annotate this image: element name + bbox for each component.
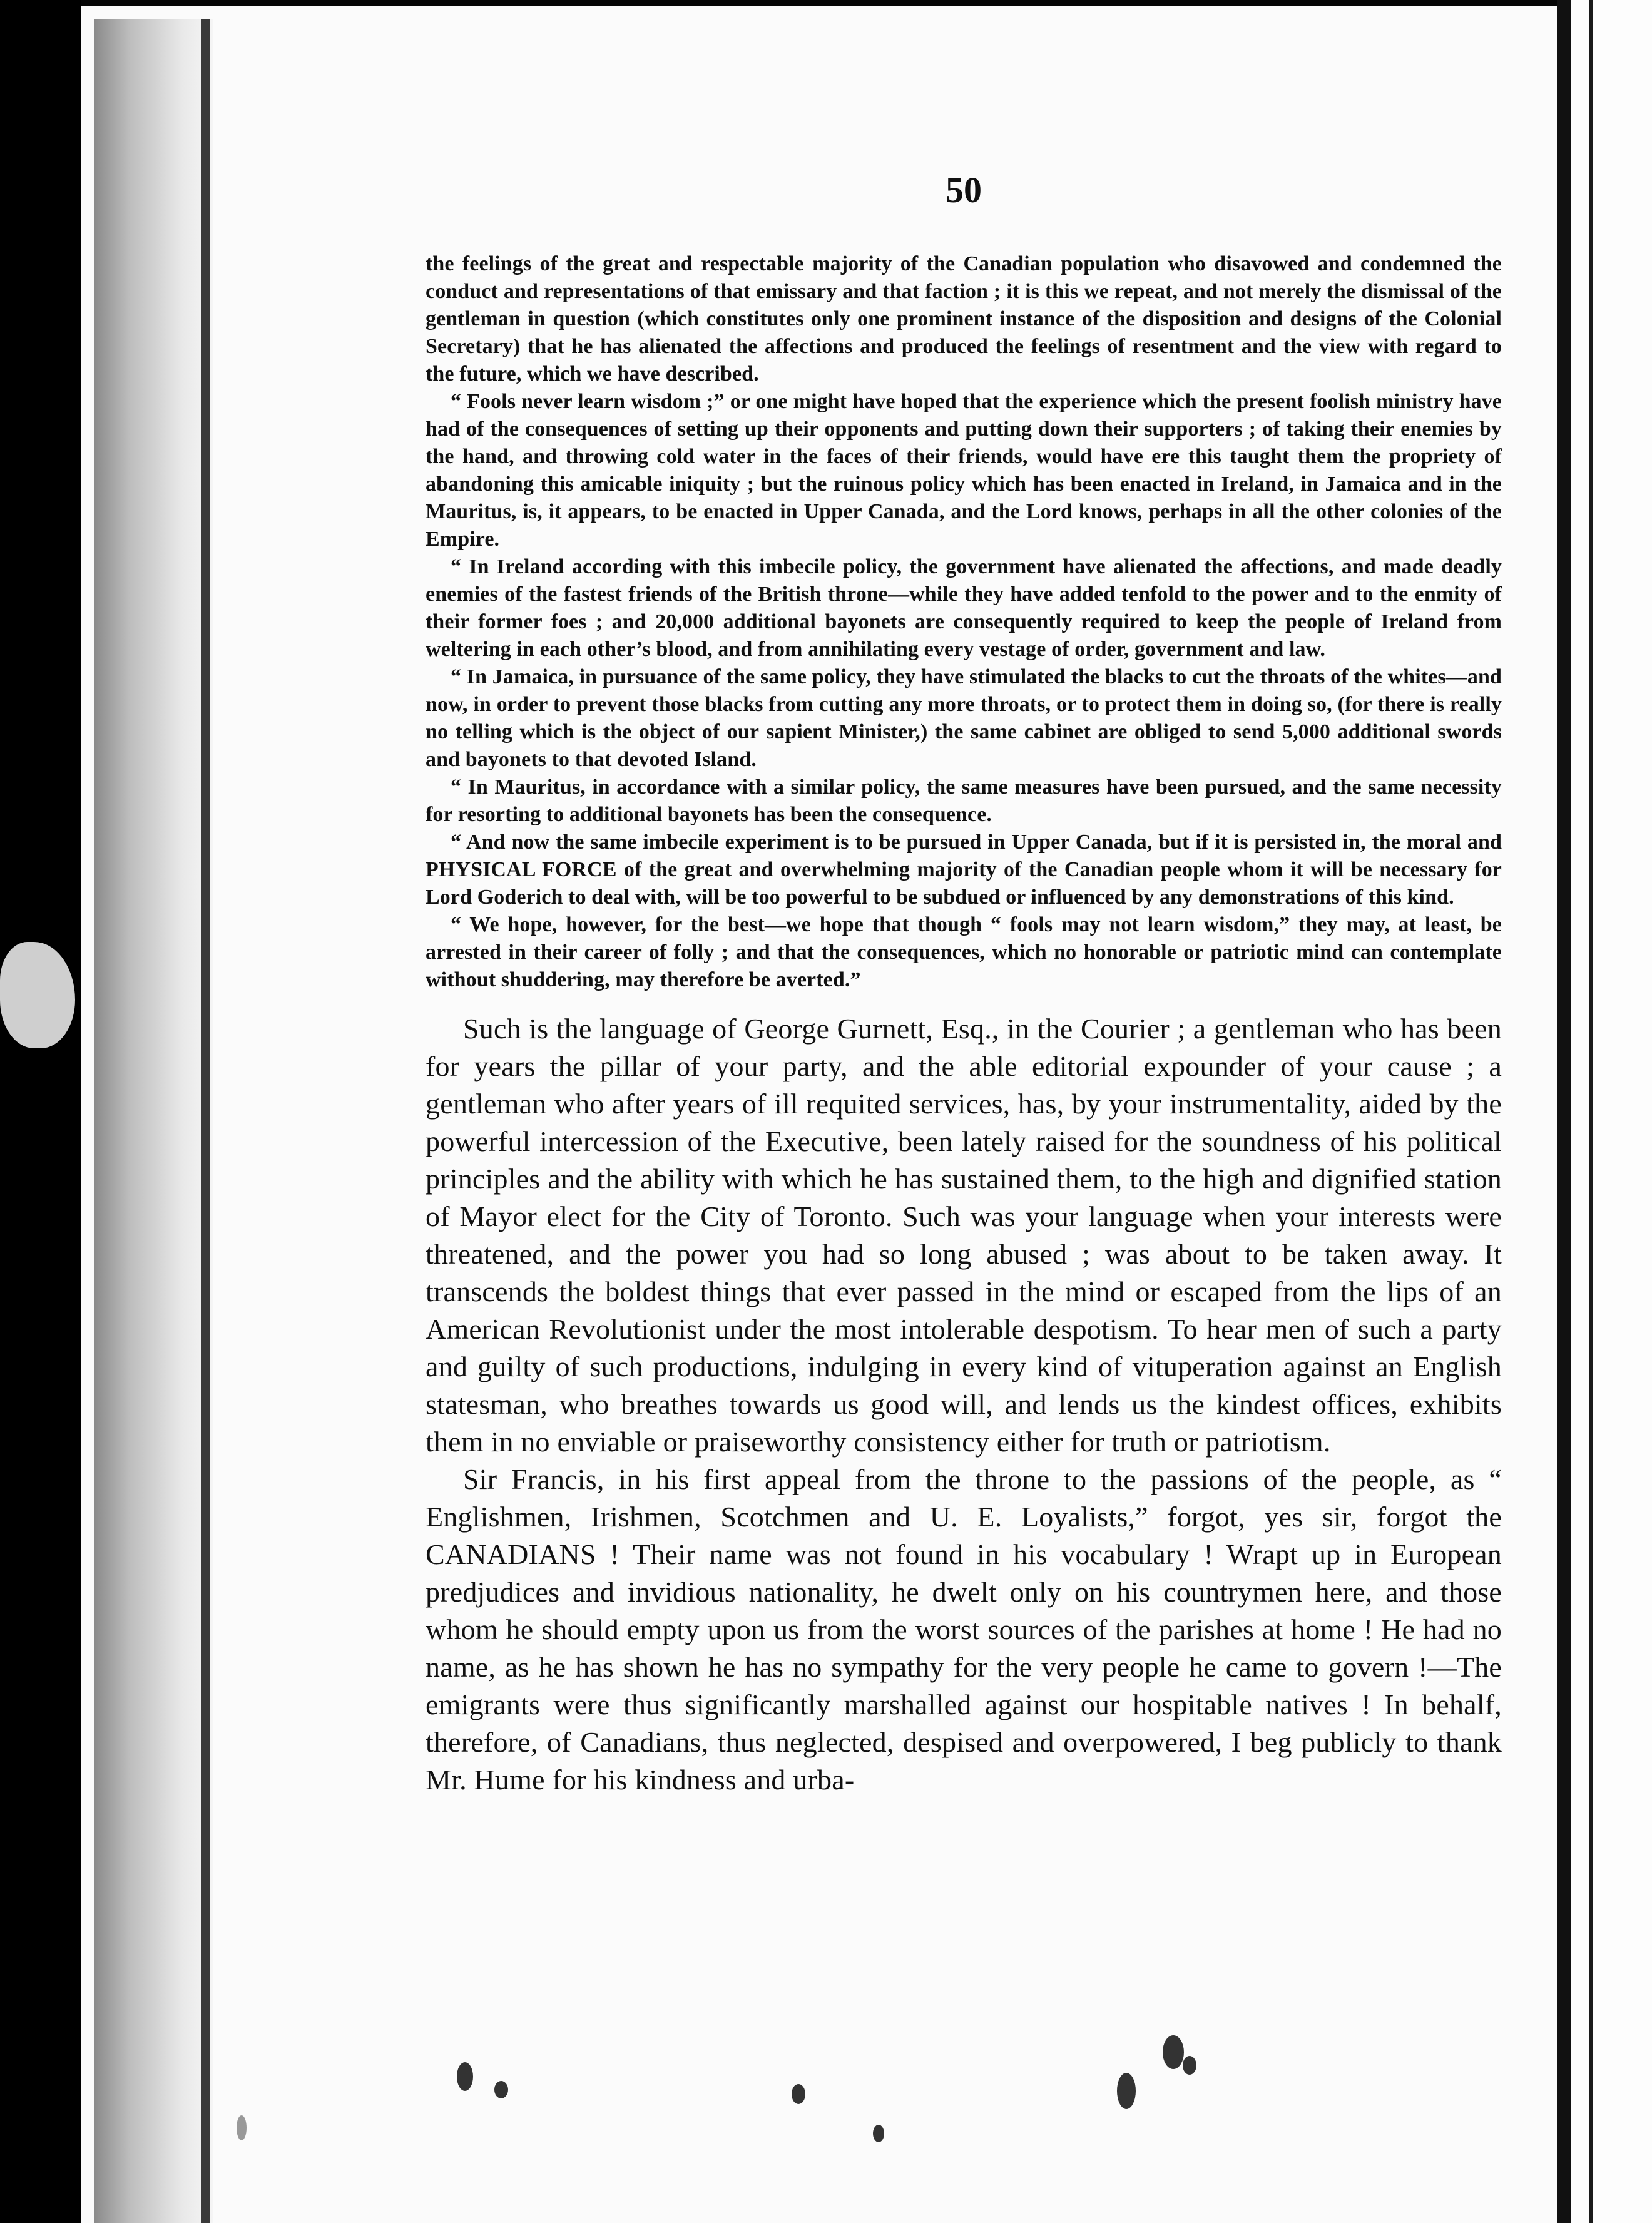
page-gutter-shadow	[94, 19, 213, 2223]
ink-speck	[1163, 2035, 1184, 2069]
left-scan-margin	[0, 0, 81, 2223]
quoted-extract	[426, 250, 1502, 994]
ink-speck	[873, 2125, 884, 2142]
quoted-paragraph: “ In Mauritus, in accordance with a similar policy, the same measures have been pursued, and the same necessity for resorting to additional bayonets has been the consequence.	[426, 775, 1502, 826]
quoted-paragraph: the feelings of the great and respectable majority of the Canadian population who disavowed and condemned the conduct and representations of that emissary and that faction ; it is this we repeat, and not merely the dismissal of the gentleman in question (which constitutes only one prominent instance of the disposition and designs of the Colonial Secretary) that he has alienated the affections and produced the feelings of resentment and the view with regard to the future, which we have described.	[426, 252, 1502, 386]
facing-page-rule	[1589, 0, 1593, 2223]
ink-speck	[237, 2115, 247, 2140]
quoted-paragraph: “ And now the same imbecile experiment is to be pursued in Upper Canada, but if it is persisted in, the moral and PHYSICAL FORCE of the great and overwhelming majority of the Canadian people whom it will be necessary for Lord Goderich to deal with, will be too powerful to be subdued or influenced by any demonstrations of this kind.	[426, 830, 1502, 909]
quoted-paragraph: “ Fools never learn wisdom ;” or one might have hoped that the experience which the present foolish ministry have had of the consequences of setting up their opponents and putting down their supporters ; of taking their enemies by the hand, and throwing cold water in the faces of their friends, would have ere this taught them the propriety of abandoning this amicable iniquity ; but the ruinous policy which has been enacted in Ireland, in Jamaica and in the Mauritus, is, it appears, to be enacted in Upper Canada, and the Lord knows, perhaps in all the other colonies of the Empire.	[426, 390, 1502, 551]
body-paragraph: Such is the language of George Gurnett, Esq., in the Courier ; a gentleman who has been for years the pillar of your party, and the able editorial expounder of your cause ; a gentleman who after years of ill requited services, has, by your instrumentality, aided by the powerful intercession of the Executive, been lately raised for the soundness of his political principles and the ability with which he has sustained them, to the high and dignified station of Mayor elect for the City of Toronto. Such was your language when your interests were threatened, and the power you had so long abused ; was about to be taken away. It transcends the boldest things that ever passed in the mind or escaped from the lips of an American Revolutionist under the most intolerable despotism. To hear men of such a party and guilty of such productions, indulging in every kind of vituperation against an English statesman, who breathes towards us good will, and lends us the kindest offices, exhibits them in no enviable or praiseworthy consistency either for truth or patriotism.	[426, 1013, 1502, 1458]
ink-speck	[494, 2081, 508, 2098]
ink-speck	[1183, 2056, 1196, 2075]
page-text	[426, 170, 1502, 1799]
quoted-paragraph: “ In Ireland according with this imbecile policy, the government have alienated the affections, and made deadly enemies of the fastest friends of the British throne—while they have added tenfold to the power and to the enmity of their former foes ; and 20,000 additional bayonets are consequently required to keep the people of Ireland from weltering in each other’s blood, and from annihilating every vestage of order, government and law.	[426, 555, 1502, 661]
ink-speck	[1117, 2073, 1136, 2109]
ink-speck	[457, 2062, 473, 2091]
facing-page-strip	[1571, 0, 1652, 2223]
quoted-paragraph: “ In Jamaica, in pursuance of the same policy, they have stimulated the blacks to cut the throats of the whites—and now, in order to prevent those blacks from cutting any more throats, or to protect them in doing so, (for there is really no telling which is the object of our sapient Minister,) the same cabinet are obliged to send 5,000 additional swords and bayonets to that devoted Island.	[426, 665, 1502, 771]
right-page-edge	[1557, 0, 1571, 2223]
quoted-paragraph: “ We hope, however, for the best—we hope that though “ fools may not learn wisdom,” they may, at least, be arrested in their career of folly ; and that the consequences, which no honorable or patriotic mind can contemplate without shuddering, may therefore be averted.”	[426, 913, 1502, 991]
page-number: 50	[946, 170, 982, 210]
body-paragraph: Sir Francis, in his first appeal from the throne to the passions of the people, as “ Englishmen, Irishmen, Scotchmen and U. E. Loyalists,” forgot, yes sir, forgot the CANADIANS ! Their name was not found in his vocabulary ! Wrapt up in European predjudices and invidious nationality, he dwelt only on his countrymen here, and those whom he should empty upon us from the worst sources of the parishes at home ! He had no name, as he has shown he has no sympathy for the very people he came to govern !—The emigrants were thus significantly marshalled against our hospitable natives ! In behalf, therefore, of Canadians, thus neglected, despised and overpowered, I beg publicly to thank Mr. Hume for his kindness and urba-	[426, 1463, 1502, 1796]
ink-speck	[792, 2084, 805, 2104]
page-gutter-edge	[201, 19, 210, 2223]
main-body	[426, 1010, 1502, 1799]
